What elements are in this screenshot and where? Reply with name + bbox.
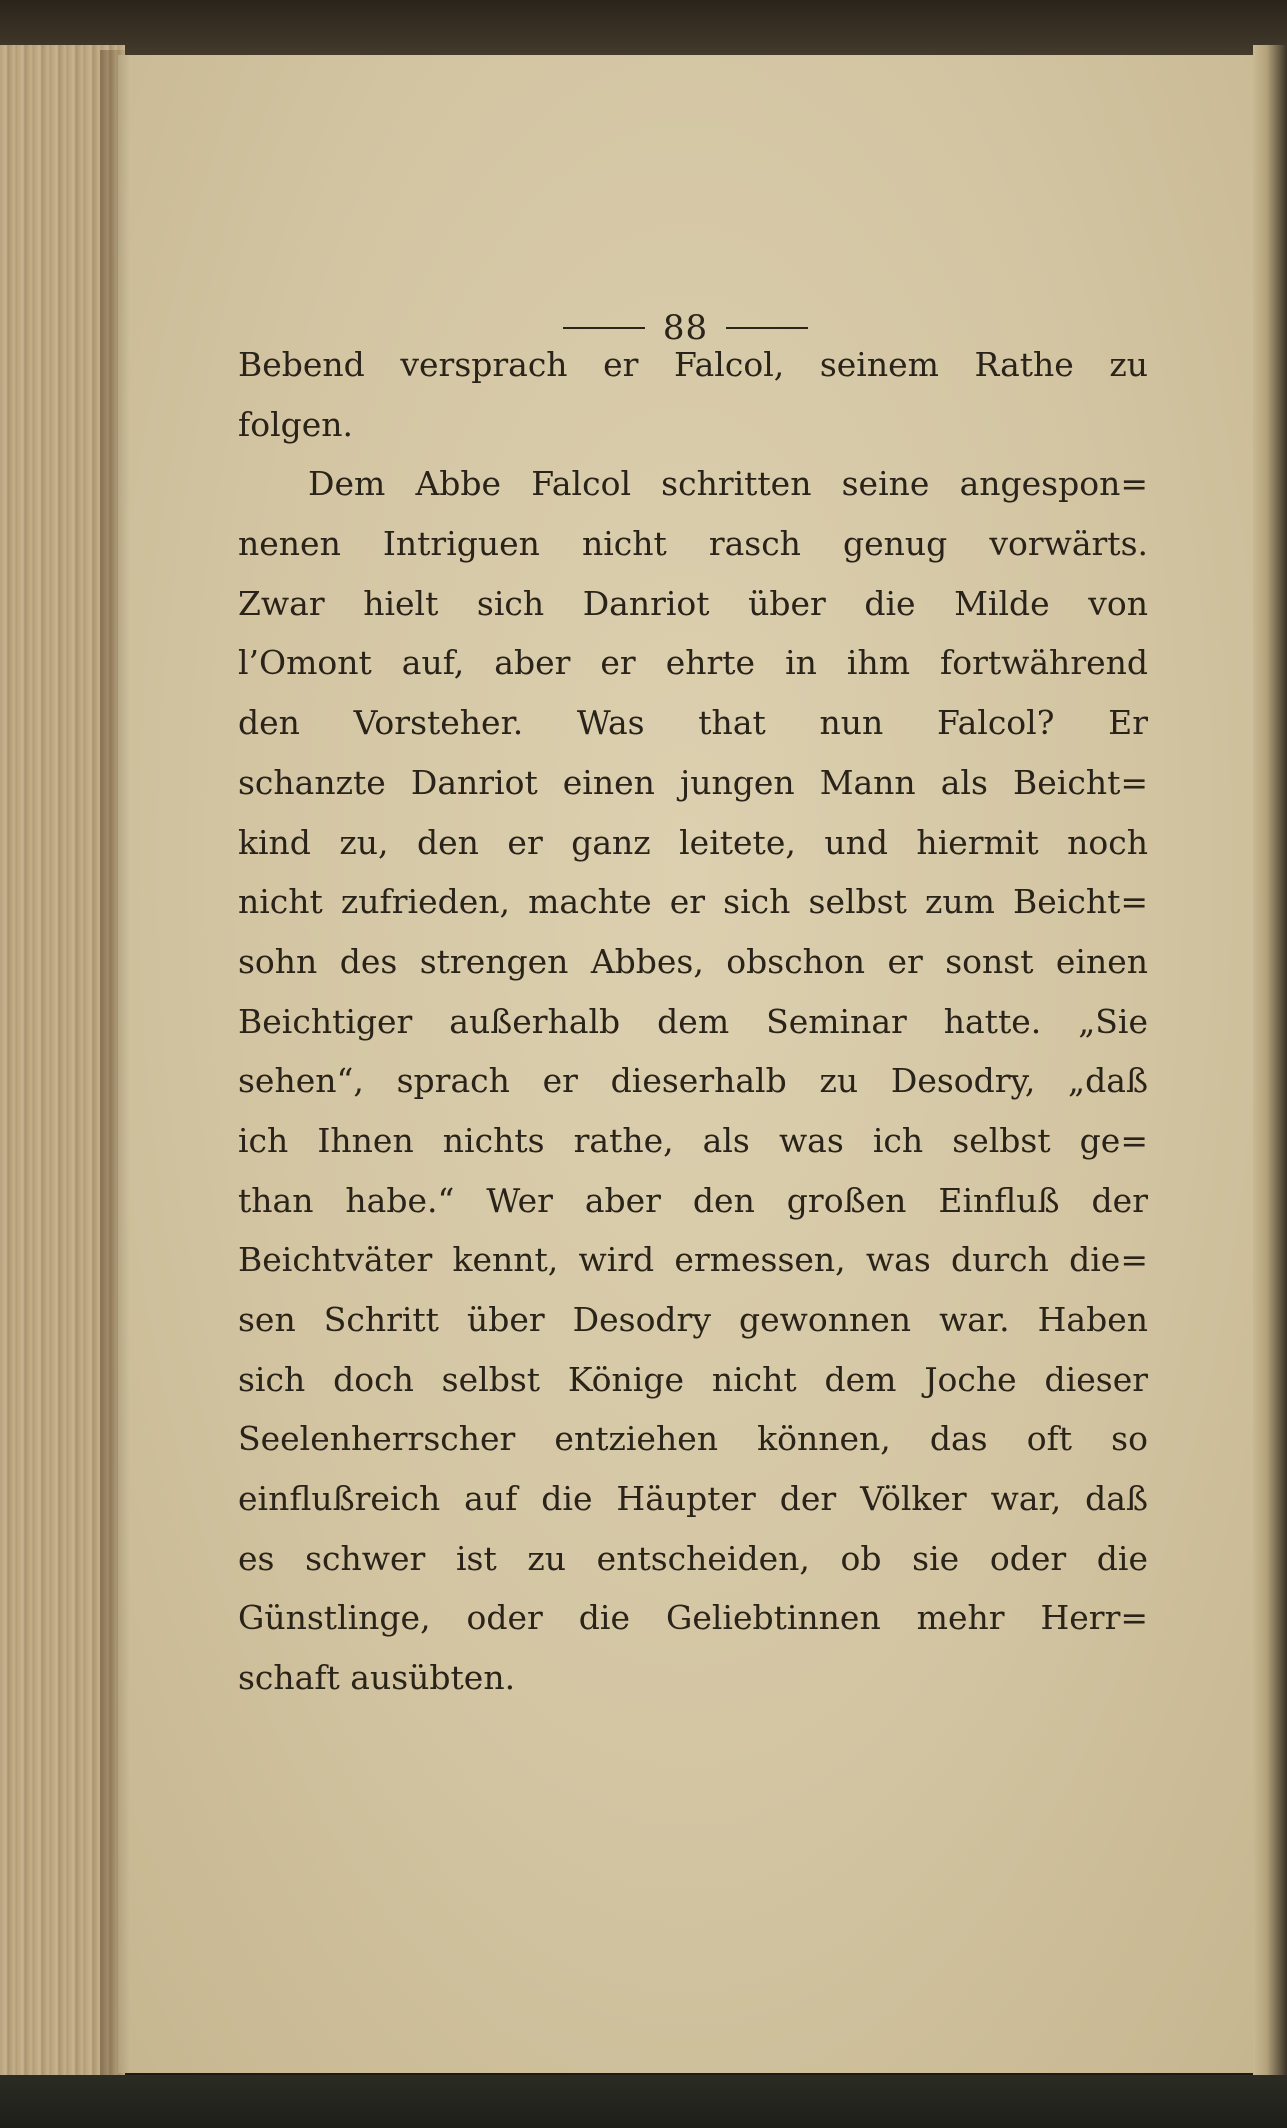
text-line: sich doch selbst Könige nicht dem Joche dieser [238, 1359, 1148, 1399]
text-line: l’Omont auf, aber er ehrte in ihm fortwährend [238, 643, 1148, 683]
text-line: schanzte Danriot einen jungen Mann als Beicht= [238, 762, 1148, 802]
text-line: Zwar hielt sich Danriot über die Milde von [238, 583, 1148, 623]
text-line: Günstlinge, oder die Geliebtinnen mehr Herr= [238, 1598, 1148, 1638]
body-text [238, 335, 1148, 1708]
text-line: than habe.“ Wer aber den großen Einfluß der [238, 1180, 1148, 1220]
text-line: Beichtväter kennt, wird ermessen, was durch die= [238, 1240, 1148, 1280]
text-line: nenen Intriguen nicht rasch genug vorwärts. [238, 524, 1148, 564]
text-line: nicht zufrieden, machte er sich selbst zum Beicht= [238, 882, 1148, 922]
text-line: einflußreich auf die Häupter der Völker war, daß [238, 1479, 1148, 1519]
text-line: Dem Abbe Falcol schritten seine angespon= [308, 464, 1148, 504]
text-line: den Vorsteher. Was that nun Falcol? Er [238, 703, 1148, 743]
text-line: sen Schritt über Desodry gewonnen war. Haben [238, 1300, 1148, 1339]
text-line: Bebend versprach er Falcol, seinem Rathe zu [238, 345, 1148, 384]
text-line: ich Ihnen nichts rathe, als was ich selbst ge= [238, 1120, 1148, 1160]
page-number: 88 [662, 308, 709, 348]
text-line: es schwer ist zu entscheiden, ob sie oder die [238, 1538, 1148, 1578]
book-right-edge [1253, 45, 1287, 2080]
text-line: Beichtiger außerhalb dem Seminar hatte. „Sie [238, 1001, 1148, 1041]
text-line: schaft ausübten. [238, 1658, 516, 1698]
text-line: Seelenherrscher entziehen können, das oft so [238, 1419, 1148, 1459]
header-rule-left [563, 327, 645, 329]
book-gutter-shadow [100, 50, 130, 2075]
book-bottom-edge [0, 2075, 1287, 2128]
text-line: sehen“, sprach er dieserhalb zu Desodry, „daß [238, 1061, 1148, 1101]
text-line: kind zu, den er ganz leitete, und hiermit noch [238, 822, 1148, 862]
header-rule-right [726, 327, 808, 329]
text-line: sohn des strengen Abbes, obschon er sonst einen [238, 941, 1148, 981]
text-line: folgen. [238, 404, 354, 444]
